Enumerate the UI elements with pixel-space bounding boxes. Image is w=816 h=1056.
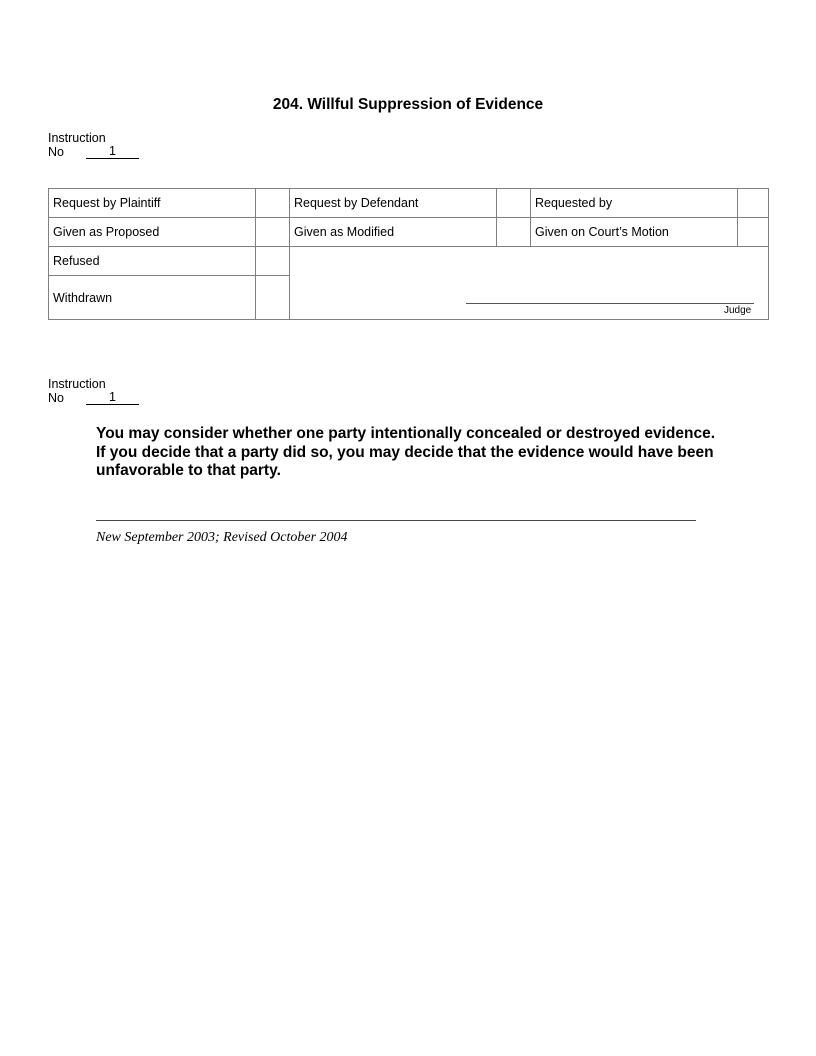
judge-signature-line[interactable] (466, 303, 754, 304)
withdrawn-label: Withdrawn (53, 290, 113, 305)
instruction-no-label-2: No (48, 391, 64, 405)
judge-label: Judge (724, 305, 752, 316)
given-on-courts-motion-label: Given on Court’s Motion (535, 225, 669, 239)
page-title: 204. Willful Suppression of Evidence (272, 96, 544, 113)
given-as-modified-checkbox[interactable] (497, 218, 530, 246)
request-by-defendant-checkbox[interactable] (497, 189, 530, 217)
instruction-disposition-form (48, 188, 769, 320)
instruction-no-value-2[interactable]: 1 (86, 391, 139, 405)
instruction-label-2: Instruction (48, 377, 106, 391)
requested-by-checkbox[interactable] (738, 189, 768, 217)
instruction-number-header (48, 131, 139, 159)
refused-checkbox[interactable] (256, 247, 289, 275)
withdrawn-checkbox[interactable] (256, 276, 289, 319)
request-by-plaintiff-checkbox[interactable] (256, 189, 289, 217)
requested-by-label: Requested by (535, 196, 613, 210)
request-by-defendant-label: Request by Defendant (294, 196, 419, 210)
revision-history: New September 2003; Revised October 2004 (96, 530, 348, 545)
given-as-proposed-label: Given as Proposed (53, 225, 160, 239)
instruction-number-header-2 (48, 377, 139, 405)
instruction-text: You may consider whether one party intentionally concealed or destroyed evidence. If you decide that a party did so, you may decide that the evidence would have been unfavorable to that party. (96, 425, 716, 479)
instruction-no-label: No (48, 145, 64, 159)
given-on-courts-motion-checkbox[interactable] (738, 218, 768, 246)
divider-rule (96, 520, 696, 521)
given-as-modified-label: Given as Modified (294, 225, 395, 239)
refused-label: Refused (53, 254, 100, 268)
request-by-plaintiff-label: Request by Plaintiff (53, 196, 161, 210)
instruction-no-value[interactable]: 1 (86, 145, 139, 159)
instruction-label: Instruction (48, 131, 106, 145)
given-as-proposed-checkbox[interactable] (256, 218, 289, 246)
